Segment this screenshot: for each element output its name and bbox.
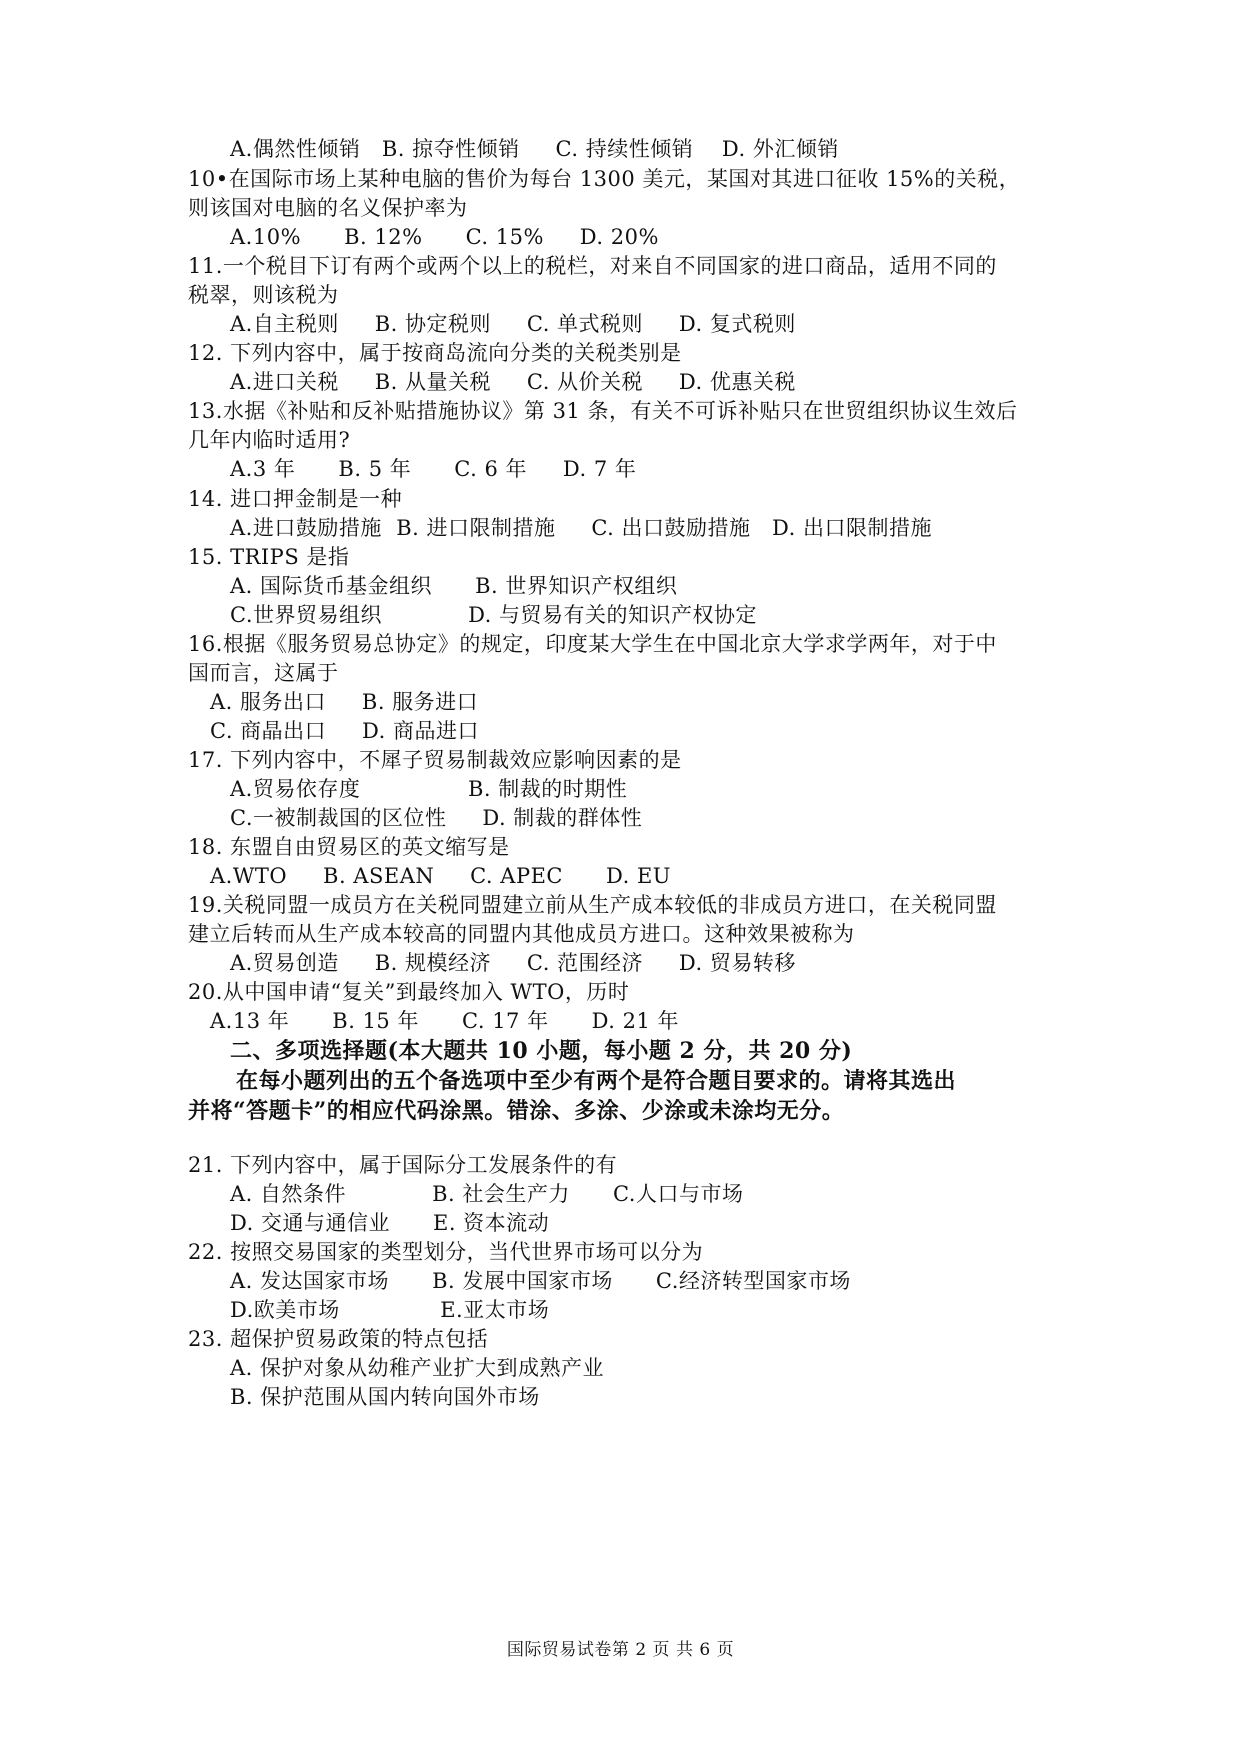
- q23-stem: 23. 超保护贸易政策的特点包括: [188, 1327, 489, 1351]
- page-footer: 国际贸易试卷第 2 页 共 6 页: [506, 1640, 735, 1660]
- q14-options: A.进口鼓励措施 B. 进口限制措施 C. 出口鼓励措施 D. 出口限制措施: [230, 516, 932, 540]
- q9-options: A.偶然性倾销 B. 掠夺性倾销 C. 持续性倾销 D. 外汇倾销: [230, 137, 839, 161]
- q21-stem: 21. 下列内容中，属于国际分工发展条件的有: [188, 1153, 618, 1177]
- q21-options-abc: A. 自然条件 B. 社会生产力 C.人口与市场: [230, 1182, 744, 1206]
- q22-options-abc: A. 发达国家市场 B. 发展中国家市场 C.经济转型国家市场: [230, 1269, 851, 1293]
- q10-stem-line2: 则该国对电脑的名义保护率为: [188, 196, 468, 220]
- q16-stem-line1: 16.根据《服务贸易总协定》的规定，印度某大学生在中国北京大学求学两年，对于中: [188, 632, 997, 656]
- q14-stem: 14. 进口押金制是一种: [188, 487, 403, 511]
- q18-stem: 18. 东盟自由贸易区的英文缩写是: [188, 835, 510, 859]
- section-two-instruction-line2: 并将“答题卡”的相应代码涂黑。错涂、多涂、少涂或未涂均无分。: [188, 1098, 845, 1124]
- q15-options-ab: A. 国际货币基金组织 B. 世界知识产权组织: [230, 574, 678, 598]
- q16-options-cd: C. 商晶出口 D. 商品进口: [210, 719, 479, 743]
- q15-stem: 15. TRIPS 是指: [188, 545, 350, 569]
- q15-options-cd: C.世界贸易组织 D. 与贸易有关的知识产权协定: [230, 603, 758, 627]
- q16-options-ab: A. 服务出口 B. 服务进口: [210, 690, 479, 714]
- q10-stem-line1: 10•在国际市场上某种电脑的售价为每台 1300 美元，某国对其进口征收 15%的关税，: [188, 167, 1021, 191]
- q16-stem-line2: 国而言，这属于: [188, 661, 339, 685]
- q11-stem-line2: 税翠，则该税为: [188, 283, 339, 307]
- q10-options: A.10% B. 12% C. 15% D. 20%: [230, 225, 659, 249]
- q17-options-ab: A.贸易依存度 B. 制裁的时期性: [230, 777, 628, 801]
- q19-stem-line1: 19.关税同盟一成员方在关税同盟建立前从生产成本较低的非成员方进口，在关税同盟: [188, 893, 997, 917]
- q19-options: A.贸易创造 B. 规模经济 C. 范围经济 D. 贸易转移: [230, 951, 796, 975]
- q20-stem: 20.从中国申请“复关”到最终加入 WTO，历时: [188, 980, 630, 1004]
- q23-option-b: B. 保护范围从国内转向国外市场: [230, 1385, 540, 1409]
- q11-options: A.自主税则 B. 协定税则 C. 单式税则 D. 复式税则: [230, 312, 796, 336]
- section-two-instruction-line1: 在每小题列出的五个备选项中至少有两个是符合题目要求的。请将其选出: [236, 1068, 957, 1094]
- section-two-heading: 二、多项选择题(本大题共 10 小题，每小题 2 分，共 20 分): [230, 1038, 853, 1064]
- q12-options: A.进口关税 B. 从量关税 C. 从价关税 D. 优惠关税: [230, 370, 796, 394]
- q12-stem: 12. 下列内容中，属于按商岛流向分类的关税类别是: [188, 341, 682, 365]
- q13-options: A.3 年 B. 5 年 C. 6 年 D. 7 年: [230, 457, 637, 481]
- q22-stem: 22. 按照交易国家的类型划分，当代世界市场可以分为: [188, 1240, 704, 1264]
- q13-stem-line2: 几年内临时适用?: [188, 428, 351, 452]
- q21-options-de: D. 交通与通信业 E. 资本流动: [230, 1211, 550, 1235]
- q17-stem: 17. 下列内容中，不犀子贸易制裁效应影响因素的是: [188, 748, 682, 772]
- q17-options-cd: C.一被制裁国的区位性 D. 制裁的群体性: [230, 806, 643, 830]
- q23-option-a: A. 保护对象从幼稚产业扩大到成熟产业: [230, 1356, 605, 1380]
- q11-stem-line1: 11.一个税目下订有两个或两个以上的税栏，对来自不同国家的进口商品，适用不同的: [188, 254, 997, 278]
- q19-stem-line2: 建立后转而从生产成本较高的同盟内其他成员方进口。这种效果被称为: [188, 922, 855, 946]
- q22-options-de: D.欧美市场 E.亚太市场: [230, 1298, 550, 1322]
- q18-options: A.WTO B. ASEAN C. APEC D. EU: [210, 864, 671, 888]
- q13-stem-line1: 13.水据《补贴和反补贴措施协议》第 31 条，有关不可诉补贴只在世贸组织协议生效后: [188, 399, 1018, 423]
- q20-options: A.13 年 B. 15 年 C. 17 年 D. 21 年: [210, 1009, 679, 1033]
